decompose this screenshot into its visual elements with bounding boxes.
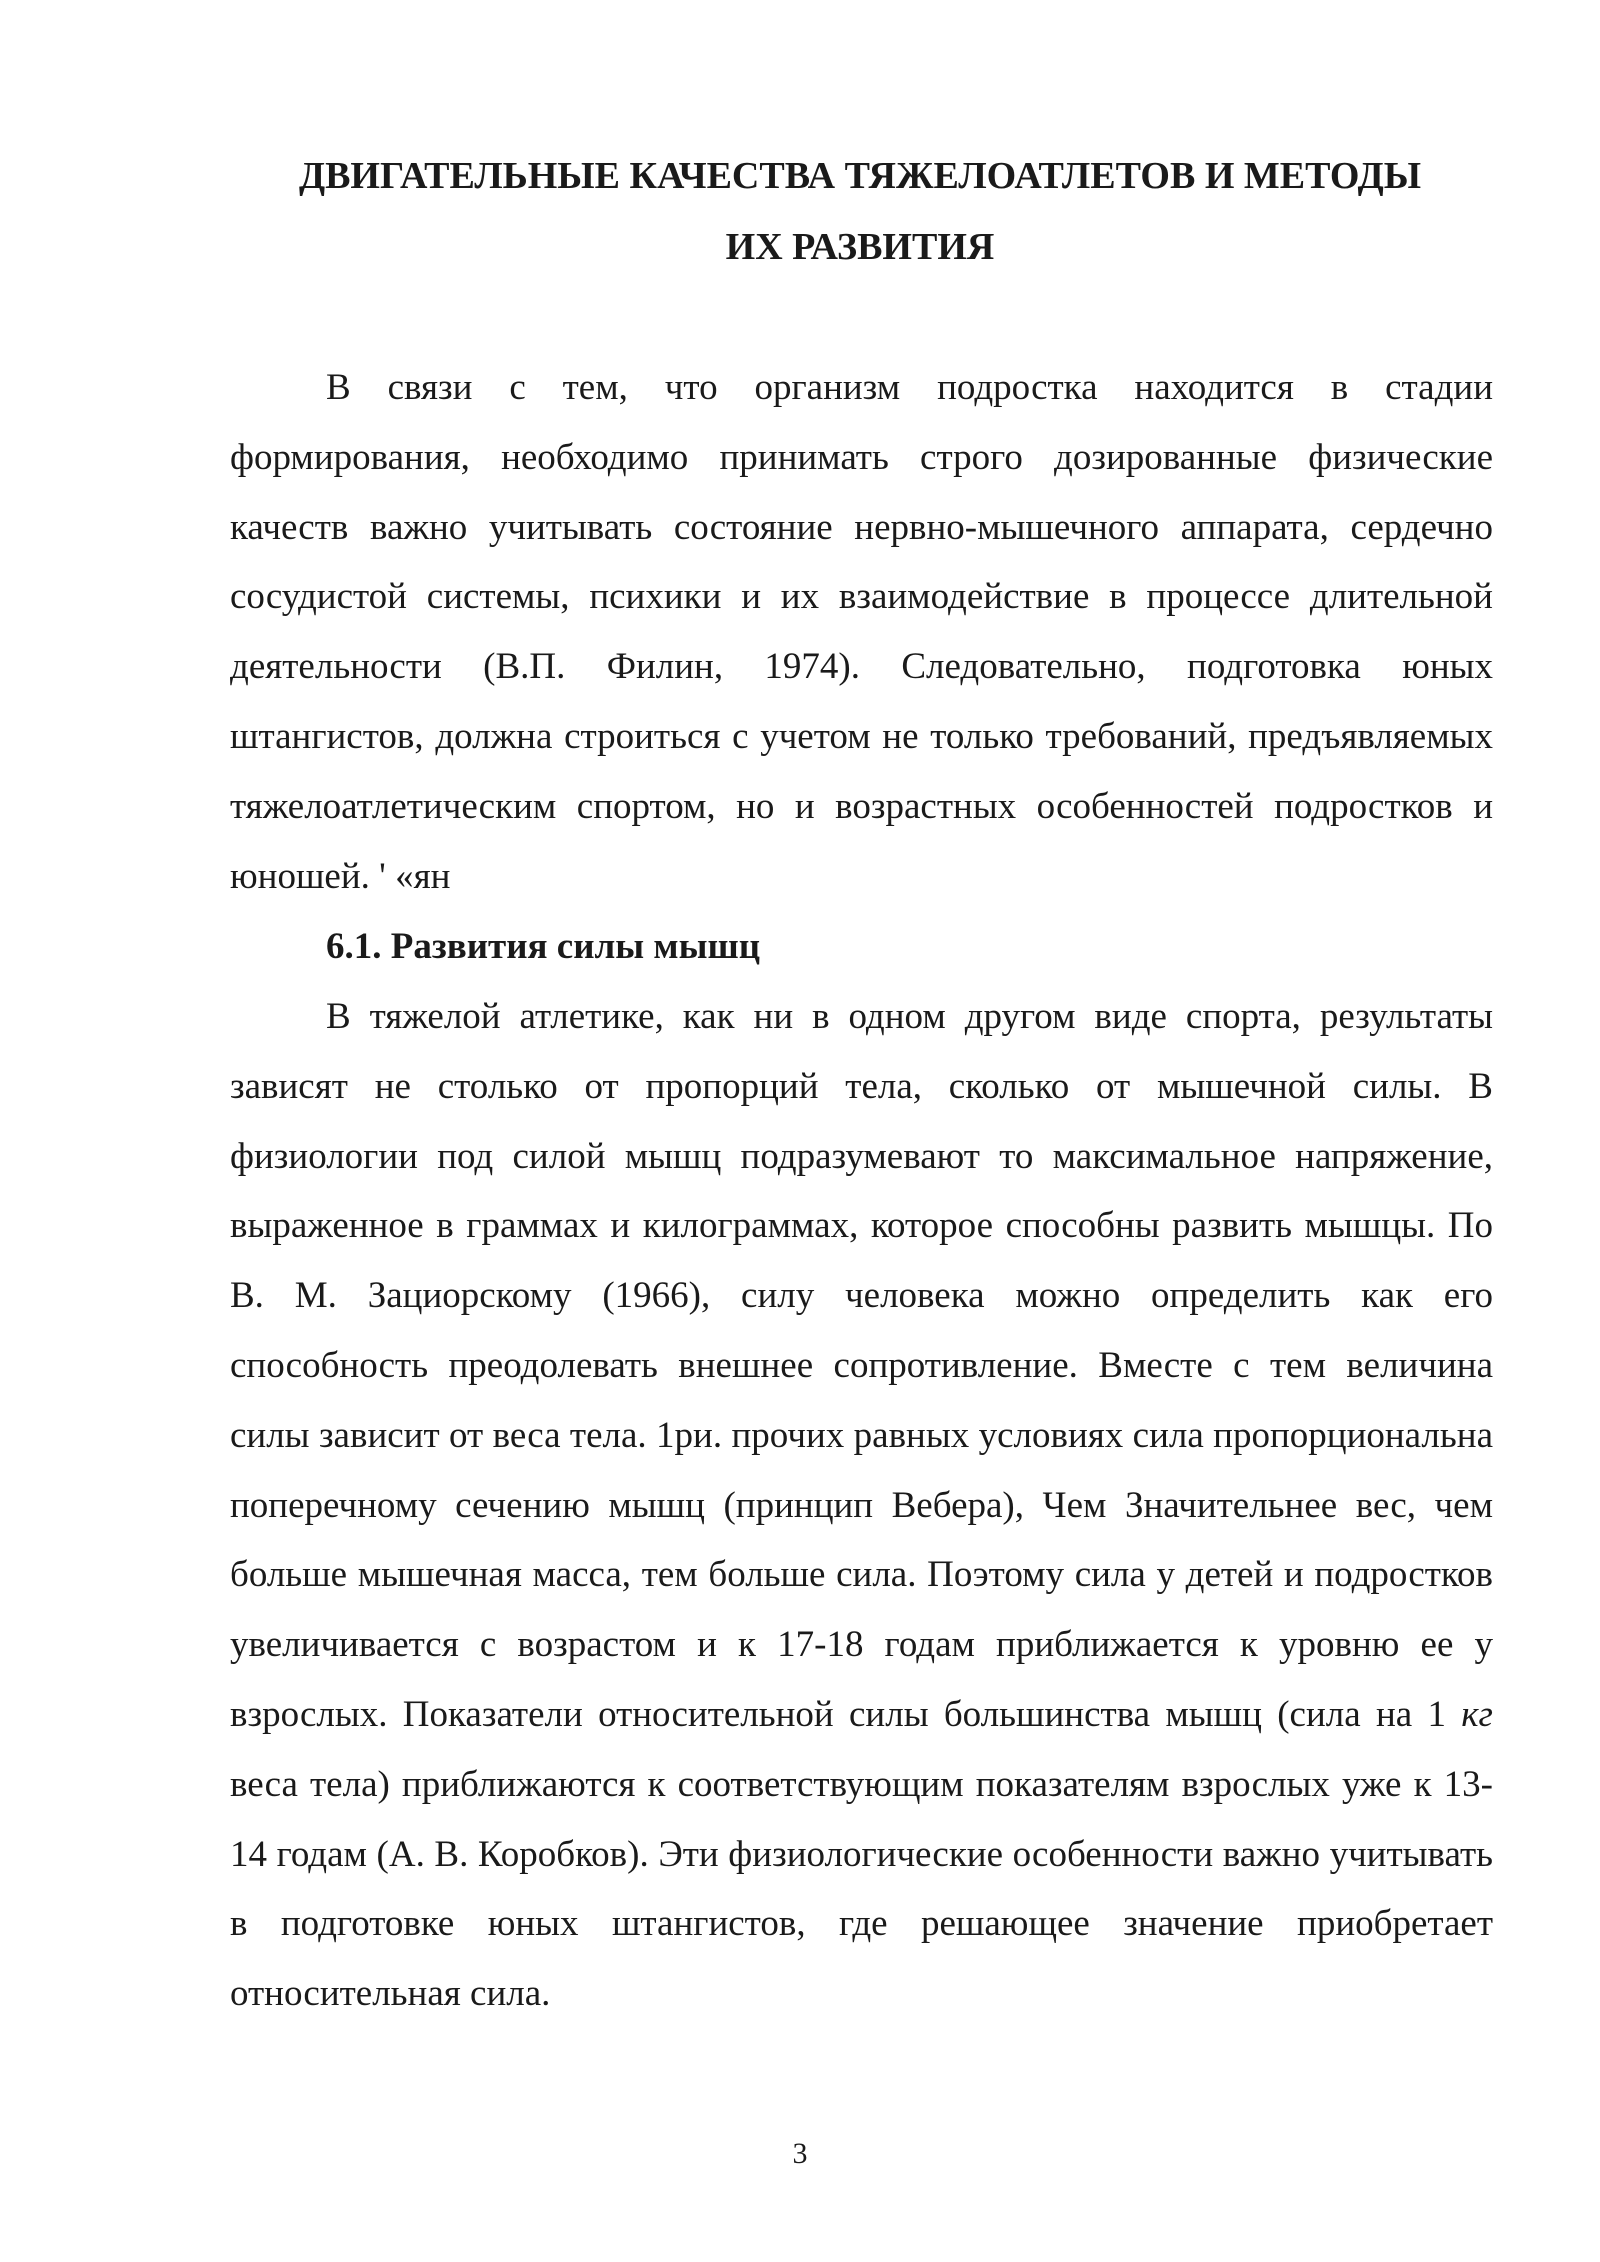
section-heading: 6.1. Развития силы мышц (326, 926, 761, 967)
page-number: 3 (792, 2137, 808, 2170)
paragraph-muscle-strength (230, 982, 1493, 2029)
paragraph-text-part-2: веса тела) приближаются к соответствующим показателям взрослых уже к 13-14 годам (А. В. Коробков). Эти физиологические особенности важно учитывать в подготовке юных штангистов, где решающее значение приобретает относительная сила. (230, 1763, 1493, 2015)
paragraph-text-part-1: В тяжелой атлетике, как ни в одном другом виде спорта, результаты зависят не столько от пропорций тела, сколько от мышечной силы. В физиологии под силой мышц подразумевают то максимальное напряжение, выраженное в граммах и килограммах, которое способны развить мышцы. По В. М. Зациорскому (1966), силу человека можно определить как его способность преодолевать внешнее сопротивление. Вместе с тем величина силы зависит от веса тела. 1ри. прочих равных условиях сила пропорциональна поперечному сечению мышц (принцип Вебера), Чем Значительнее вес, чем больше мышечная масса, тем больше сила. Поэтому сила у детей и подростков увеличивается с возрастом и к 17-18 годам приближается к уровню ее у взрослых. Показатели относительной силы большинства мышц (сила на 1 (230, 996, 1493, 1735)
title-line-2: ИХ РАЗВИТИЯ (725, 226, 995, 268)
unit-kg: кг (1461, 1693, 1493, 1735)
paragraph-intro: В связи с тем, что организм подростка находится в стадии формирования, необходимо принимать строго дозированные физические качеств важно учитывать состояние нервно-мышечного аппарата, сердечно сосудистой системы, психики и их взаимодействие в процессе длительной деятельности (В.П. Филин, 1974). Следовательно, подготовка юных штангистов, должна строиться с учетом не только требований, предъявляемых тяжелоатлетическим спортом, но и возрастных особенностей подростков и юношей. ' «ян (230, 367, 1493, 897)
title-line-1: ДВИГАТЕЛЬНЫЕ КАЧЕСТВА ТЯЖЕЛОАТЛЕТОВ И МЕТОДЫ (298, 155, 1422, 197)
